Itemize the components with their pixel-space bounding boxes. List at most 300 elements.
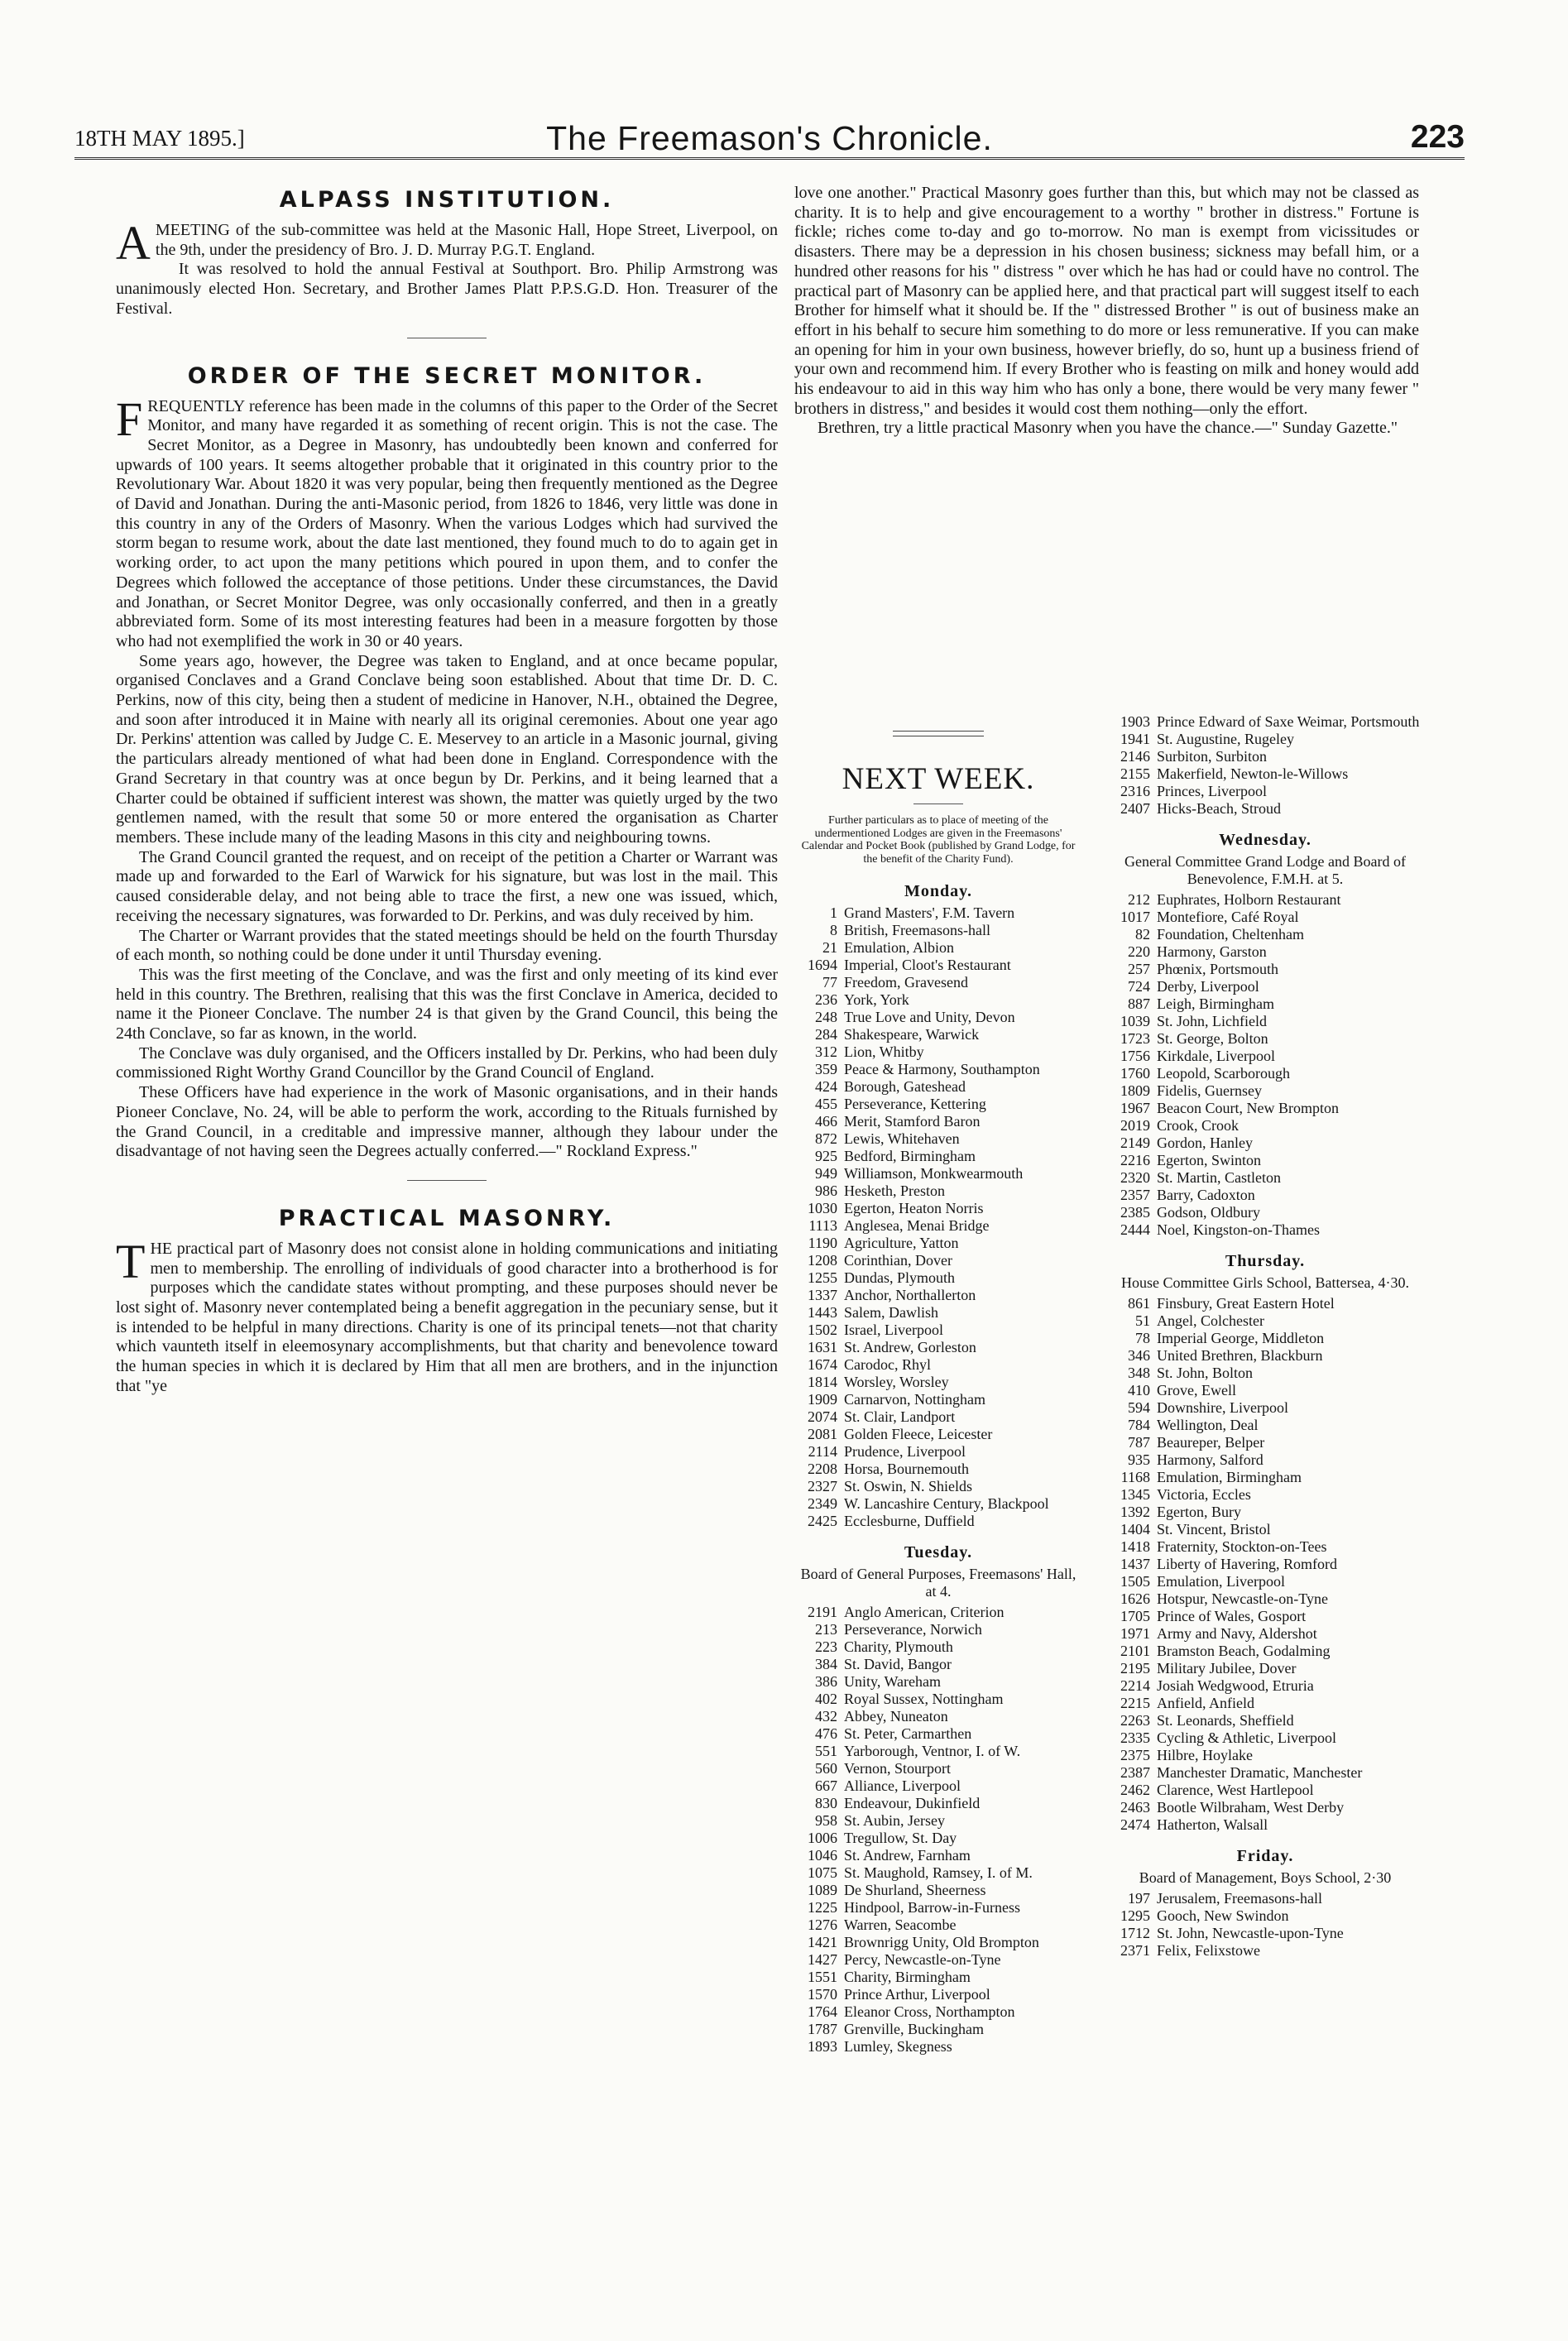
practical-masonry-title: PRACTICAL MASONRY. [278, 1205, 616, 1231]
lodge-entry [794, 1200, 1082, 1217]
lodge-name: Bootle Wilbraham, West Derby [1157, 1799, 1345, 1816]
lodge-name: Surbiton, Surbiton [1157, 748, 1268, 765]
section-divider [407, 1180, 487, 1181]
lodge-name: St. Vincent, Bristol [1157, 1521, 1271, 1537]
lodge-number: 1418 [1120, 1538, 1150, 1555]
lodge-number: 551 [815, 1743, 837, 1759]
lodge-number: 1712 [1120, 1925, 1150, 1941]
tuesday-lodge-list-continued [1107, 713, 1423, 818]
lodge-number: 2114 [808, 1443, 837, 1460]
lodge-number: 949 [815, 1165, 837, 1182]
lodge-entry [1107, 1538, 1423, 1556]
lodge-number: 861 [1128, 1295, 1150, 1312]
lodge-name: Josiah Wedgwood, Etruria [1157, 1677, 1314, 1694]
lodge-name: Felix, Felixstowe [1157, 1942, 1260, 1959]
lodge-entry [794, 1812, 1082, 1830]
lodge-number: 1113 [808, 1217, 837, 1234]
lodge-number: 2195 [1120, 1660, 1150, 1677]
lodge-number: 2216 [1120, 1152, 1150, 1168]
lodge-name: Harmony, Salford [1157, 1451, 1264, 1468]
lodge-number: 667 [815, 1777, 837, 1794]
lodge-name: United Brethren, Blackburn [1157, 1347, 1323, 1364]
lodge-number: 2335 [1120, 1729, 1150, 1746]
lodge-number: 1551 [808, 1969, 837, 1985]
lodge-number: 1208 [808, 1252, 837, 1269]
lodge-entry [1107, 891, 1423, 909]
lodge-number: 1505 [1120, 1573, 1150, 1590]
lodge-number: 1570 [808, 1986, 837, 2003]
lodge-entry [794, 1009, 1082, 1026]
lodge-name: Makerfield, Newton-le-Willows [1157, 765, 1349, 782]
lodge-number: 2385 [1120, 1204, 1150, 1221]
lodge-entry [794, 1130, 1082, 1148]
lodge-name: Emulation, Liverpool [1157, 1573, 1285, 1590]
lodge-name: Leigh, Birmingham [1157, 995, 1274, 1012]
lodge-entry [1107, 1365, 1423, 1382]
lodge-name: Montefiore, Café Royal [1157, 909, 1299, 925]
right-column [794, 184, 1419, 439]
lodge-number: 925 [815, 1148, 837, 1164]
lodge-name: Vernon, Stourport [844, 1760, 951, 1777]
lodge-name: Carodoc, Rhyl [844, 1356, 931, 1373]
lodge-number: 1421 [808, 1934, 837, 1950]
lodge-name: Egerton, Bury [1157, 1504, 1241, 1520]
lodge-entry [794, 904, 1082, 922]
lodge-entry [1107, 1907, 1423, 1925]
lodge-entry [1107, 1204, 1423, 1221]
lodge-number: 1276 [808, 1916, 837, 1933]
lodge-entry [1107, 748, 1423, 765]
lodge-number: 21 [822, 939, 837, 956]
lodge-entry [794, 1235, 1082, 1252]
lodge-number: 594 [1128, 1399, 1150, 1416]
lodge-name: St. George, Bolton [1157, 1030, 1268, 1047]
lodge-name: Peace & Harmony, Southampton [844, 1061, 1040, 1077]
lodge-name: Gooch, New Swindon [1157, 1907, 1289, 1924]
lodge-list-column-1 [794, 708, 1082, 2056]
lodge-entry [1107, 1187, 1423, 1204]
lodge-name: St. Maughold, Ramsey, I. of M. [844, 1864, 1033, 1881]
lodge-name: Hesketh, Preston [844, 1182, 945, 1199]
lodge-number: 1967 [1120, 1100, 1150, 1116]
lodge-number: 1295 [1120, 1907, 1150, 1924]
lodge-name: Corinthian, Dover [844, 1252, 952, 1269]
lodge-entry [794, 1408, 1082, 1426]
lodge-number: 2375 [1120, 1747, 1150, 1763]
lodge-number: 2320 [1120, 1169, 1150, 1186]
lodge-entry [1107, 765, 1423, 783]
lodge-entry [1107, 1660, 1423, 1677]
lodge-entry [1107, 1521, 1423, 1538]
lodge-entry [1107, 1799, 1423, 1816]
lodge-entry [1107, 995, 1423, 1013]
lodge-name: St. Clair, Landport [844, 1408, 956, 1425]
practical-masonry-para-3: Brethren, try a little practical Masonry when you have the chance.—" Sunday Gazette." [818, 419, 1398, 438]
lodge-entry [794, 1743, 1082, 1760]
lodge-name: Worsley, Worsley [844, 1374, 949, 1390]
lodge-number: 1674 [808, 1356, 837, 1373]
lodge-entry [1107, 1764, 1423, 1782]
lodge-number: 1903 [1120, 713, 1150, 730]
secret-monitor-para-3: The Grand Council granted the request, and on receipt of the petition a Charter or Warrant was made up and forwarded to the Earl of Warwick for his signature, but was lost in the mail. This caused considerable delay, and not being able to trace the first, a new one was issued, which, receiving the necessary signatures, was forwarded to Dr. Perkins, and was duly received by him. [116, 847, 778, 925]
alpass-title: ALPASS INSTITUTION. [279, 187, 615, 213]
lodge-number: 1437 [1120, 1556, 1150, 1572]
lodge-entry [794, 1513, 1082, 1530]
lodge-name: Tregullow, St. Day [844, 1830, 957, 1846]
lodge-number: 2407 [1120, 800, 1150, 817]
lodge-number: 1225 [808, 1899, 837, 1916]
lodge-entry [794, 1864, 1082, 1882]
lodge-name: Dundas, Plymouth [844, 1269, 956, 1286]
lodge-name: Hatherton, Walsall [1157, 1816, 1268, 1833]
lodge-entry [1107, 1100, 1423, 1117]
lodge-entry [1107, 1117, 1423, 1135]
lodge-name: Egerton, Heaton Norris [844, 1200, 984, 1216]
day-heading-monday: Monday. [904, 882, 973, 900]
lodge-entry [794, 2038, 1082, 2056]
lodge-entry [794, 1339, 1082, 1356]
alpass-dropcap: A [116, 216, 151, 270]
lodge-name: Army and Navy, Aldershot [1157, 1625, 1317, 1642]
lodge-name: Unity, Wareham [844, 1673, 942, 1690]
lodge-name: Anchor, Northallerton [844, 1287, 976, 1303]
lodge-number: 77 [822, 974, 837, 991]
lodge-number: 2387 [1120, 1764, 1150, 1781]
lodge-number: 1893 [808, 2038, 837, 2055]
lodge-number: 958 [815, 1812, 837, 1829]
lodge-number: 1392 [1120, 1504, 1150, 1520]
lodge-entry [794, 1777, 1082, 1795]
lodge-name: Prudence, Liverpool [844, 1443, 966, 1460]
lodge-entry [794, 1673, 1082, 1691]
lodge-entry [1107, 1152, 1423, 1169]
lodge-name: Angel, Colchester [1157, 1312, 1264, 1329]
lodge-name: Prince Edward of Saxe Weimar, Portsmouth [1157, 713, 1420, 730]
publication-title: The Freemason's Chronicle. [546, 119, 993, 157]
lodge-entry [794, 1374, 1082, 1391]
lodge-number: 1626 [1120, 1590, 1150, 1607]
lodge-number: 1809 [1120, 1082, 1150, 1099]
lodge-entry [1107, 1382, 1423, 1399]
lodge-number: 1255 [808, 1269, 837, 1286]
lodge-entry [1107, 1082, 1423, 1100]
lodge-entry [1107, 1747, 1423, 1764]
lodge-name: Jerusalem, Freemasons-hall [1157, 1890, 1322, 1907]
lodge-name: Prince of Wales, Gosport [1157, 1608, 1307, 1624]
lodge-number: 424 [815, 1078, 837, 1095]
lodge-name: Perseverance, Kettering [844, 1096, 986, 1112]
lodge-name: Hotspur, Newcastle-on-Tyne [1157, 1590, 1328, 1607]
lodge-entry [794, 939, 1082, 957]
lodge-name: Ecclesburne, Duffield [844, 1513, 975, 1529]
lodge-number: 1764 [808, 2003, 837, 2020]
lodge-entry [1107, 1065, 1423, 1082]
wednesday-general-meeting: General Committee Grand Lodge and Board of Benevolence, F.M.H. at 5. [1124, 853, 1406, 887]
lodge-entry [1107, 926, 1423, 943]
lodge-number: 1756 [1120, 1048, 1150, 1064]
lodge-entry [1107, 1295, 1423, 1312]
lodge-number: 2101 [1120, 1643, 1150, 1659]
lodge-number: 2074 [808, 1408, 837, 1425]
lodge-name: Emulation, Birmingham [1157, 1469, 1302, 1485]
lodge-name: Euphrates, Holborn Restaurant [1157, 891, 1341, 908]
lodge-name: St. Augustine, Rugeley [1157, 731, 1294, 747]
lodge-name: St. Andrew, Farnham [844, 1847, 971, 1864]
lodge-name: Downshire, Liverpool [1157, 1399, 1288, 1416]
lodge-name: Lewis, Whitehaven [844, 1130, 960, 1147]
lodge-number: 830 [815, 1795, 837, 1811]
lodge-number: 2081 [808, 1426, 837, 1442]
lodge-number: 1502 [808, 1322, 837, 1338]
lodge-number: 724 [1128, 978, 1150, 995]
left-column [116, 184, 778, 1397]
lodge-number: 2215 [1120, 1695, 1150, 1711]
lodge-entry [794, 1604, 1082, 1621]
lodge-number: 2474 [1120, 1816, 1150, 1833]
lodge-name: True Love and Unity, Devon [844, 1009, 1015, 1025]
lodge-entry [1107, 1469, 1423, 1486]
lodge-name: Lumley, Skegness [844, 2038, 952, 2055]
lodge-number: 284 [815, 1026, 837, 1043]
lodge-entry [794, 1391, 1082, 1408]
lodge-name: Endeavour, Dukinfield [844, 1795, 981, 1811]
lodge-name: St. Andrew, Gorleston [844, 1339, 976, 1355]
lodge-number: 1404 [1120, 1521, 1150, 1537]
lodge-number: 872 [815, 1130, 837, 1147]
lodge-name: Beacon Court, New Brompton [1157, 1100, 1339, 1116]
lodge-name: Imperial, Cloot's Restaurant [844, 957, 1011, 973]
lodge-entry [1107, 1135, 1423, 1152]
lodge-entry [794, 1252, 1082, 1269]
lodge-number: 1909 [808, 1391, 837, 1408]
lodge-number: 2149 [1120, 1135, 1150, 1151]
lodge-entry [1107, 1608, 1423, 1625]
secret-monitor-para-6: The Conclave was duly organised, and the Officers installed by Dr. Perkins, who had been duly commissioned Right Worthy Grand Councillor by the Grand Council of England. [116, 1043, 778, 1082]
lodge-number: 560 [815, 1760, 837, 1777]
page-number: 223 [1410, 119, 1465, 155]
friday-lodge-list [1107, 1890, 1423, 1960]
wednesday-lodge-list [1107, 891, 1423, 1239]
lodge-number: 1787 [808, 2021, 837, 2037]
lodge-entry [794, 1708, 1082, 1725]
lodge-number: 887 [1128, 995, 1150, 1012]
lodge-name: Merit, Stamford Baron [844, 1113, 981, 1130]
lodge-number: 410 [1128, 1382, 1150, 1398]
lodge-entry [794, 1478, 1082, 1495]
secret-monitor-text-1: REQUENTLY reference has been made in the columns of this paper to the Order of the Secret Monitor, and many have regarded it as something of recent origin. This is not the case. The Secret Monitor, as a Degree in Masonry, has undoubtedly been known and conferred for upwards of 100 years. It seems altogether probable that it originated in this country prior to the Revolutionary War. About 1820 it was very popular, being then frequently mentioned as the Degree of David and Jonathan. During the anti-Masonic period, from 1826 to 1846, very little was done in this country in any of the Orders of Masonry. When the various Lodges which had survived the storm began to resume work, about the date last mentioned, they found much to do to again get in working order, to act upon the many petitions which poured in upon them, and to confer the Degrees which followed the acceptance of those petitions. Under these circumstances, the David and Jonathan, or Secret Monitor Degree, was only occasionally conferred, and then in a greatly abbreviated form. Some of its most interesting features had been in a measure forgotten by those who had not exemplified the work in 30 or 40 years. [116, 396, 778, 650]
lodge-entry [794, 1217, 1082, 1235]
lodge-number: 82 [1135, 926, 1150, 943]
lodge-entry [794, 1760, 1082, 1777]
lodge-entry [794, 1656, 1082, 1673]
page-header [74, 118, 1465, 160]
lodge-name: Hilbre, Hoylake [1157, 1747, 1253, 1763]
lodge-entry [794, 2003, 1082, 2021]
practical-masonry-para-1 [116, 1234, 778, 1397]
lodge-entry [1107, 1221, 1423, 1239]
lodge-entry [1107, 1782, 1423, 1799]
lodge-entry [794, 922, 1082, 939]
lodge-number: 386 [815, 1673, 837, 1690]
lodge-number: 1760 [1120, 1065, 1150, 1082]
lodge-number: 2019 [1120, 1117, 1150, 1134]
lodge-number: 1941 [1120, 731, 1150, 747]
lodge-name: Grenville, Buckingham [844, 2021, 984, 2037]
lodge-entry [794, 1951, 1082, 1969]
secret-monitor-para-2: Some years ago, however, the Degree was taken to England, and at once became popular, organised Conclaves and a Grand Conclave being soon established. About that time Dr. D. C. Perkins, now of this city, being then a student of medicine in Hanover, N.H., obtained the Degree, and soon after introduced it in Maine with nearly all its original ceremonies. About one year ago Dr. Perkins' attention was called by Judge C. E. Meservey to an article in a Masonic journal, giving the particulars already mentioned of what had been done in England. Correspondence with the Grand Secretary in that country was at once begun by Dr. Perkins, and it being learned that a Charter could be obtained if sufficient interest was shown, the matter was quietly urged by the two gentlemen named, with the result that some 50 or more entered the organisation as Charter members. These include many of the leading Masons in this city and neighbouring towns. [116, 651, 778, 847]
secret-monitor-para-4: The Charter or Warrant provides that the stated meetings should be held on the fourth Thursday of each month, so nothing could be done under it until Thursday evening. [116, 926, 778, 965]
lodge-entry [1107, 1925, 1423, 1942]
lodge-entry [794, 1096, 1082, 1113]
lodge-name: Bedford, Birmingham [844, 1148, 976, 1164]
lodge-number: 2146 [1120, 748, 1150, 765]
lodge-number: 1168 [1120, 1469, 1150, 1485]
lodge-number: 1030 [808, 1200, 837, 1216]
lodge-entry [794, 1061, 1082, 1078]
lodge-name: St. Martin, Castleton [1157, 1169, 1281, 1186]
lodge-name: Cycling & Athletic, Liverpool [1157, 1729, 1336, 1746]
lodge-name: Carnarvon, Nottingham [844, 1391, 985, 1408]
lodge-number: 1046 [808, 1847, 837, 1864]
thursday-lodge-list [1107, 1295, 1423, 1834]
lodge-name: Brownrigg Unity, Old Brompton [844, 1934, 1039, 1950]
lodge-entry [1107, 1695, 1423, 1712]
monday-lodge-list [794, 904, 1082, 1530]
issue-date: 18TH MAY 1895.] [74, 126, 245, 151]
lodge-entry [1107, 1434, 1423, 1451]
lodge-name: Anglo American, Criterion [844, 1604, 1005, 1620]
lodge-number: 257 [1128, 961, 1150, 977]
lodge-number: 197 [1128, 1890, 1150, 1907]
alpass-para-1 [116, 216, 778, 270]
lodge-name: Royal Sussex, Nottingham [844, 1691, 1004, 1707]
lodge-entry [794, 1269, 1082, 1287]
lodge-number: 1705 [1120, 1608, 1150, 1624]
lodge-name: Leopold, Scarborough [1157, 1065, 1290, 1082]
lodge-entry [1107, 978, 1423, 995]
alpass-para-2: It was resolved to hold the annual Festival at Southport. Bro. Philip Armstrong was unanimously elected Hon. Secretary, and Brother James Platt P.P.S.G.D. Hon. Treasurer of the Festival. [116, 260, 778, 318]
lodge-entry [794, 974, 1082, 991]
lodge-entry [794, 957, 1082, 974]
lodge-entry [1107, 1729, 1423, 1747]
lodge-entry [794, 1847, 1082, 1864]
lodge-number: 466 [815, 1113, 837, 1130]
lodge-name: Godson, Oldbury [1157, 1204, 1260, 1221]
lodge-entry [794, 1461, 1082, 1478]
practical-masonry-text-1: HE practical part of Masonry does not consist alone in holding communications and initiating men to membership. The enrolling of individuals of good character into a brotherhood is for purposes which the candidate states without prompting, and these purposes should never be lost sight of. Masonry never contemplated being a benefit aggregation in the pecuniary sense, but it is intended to be helpful in many directions. Charity is one of its principal tenets—not that charity which vaunteth itself in eleemosynary accomplishments, but that charity and benevolence toward the human species in which it is declared by Him that all men are brothers, and in the injunction that "ye [116, 1239, 778, 1395]
secret-monitor-para-7: These Officers have had experience in the work of Masonic organisations, and in their hands Pioneer Conclave, No. 24, will be able to perform the work, according to the Rituals furnished by the Grand Council, in a creditable and impressive manner, although they labour under the disadvantage of not having seen the Degrees actually conferred.—" Rockland Express." [116, 1083, 778, 1161]
lodge-entry [1107, 1625, 1423, 1643]
lodge-number: 986 [815, 1182, 837, 1199]
lodge-number: 212 [1128, 891, 1150, 908]
practical-masonry-dropcap: T [116, 1234, 146, 1288]
lodge-name: Foundation, Cheltenham [1157, 926, 1304, 943]
lodge-entry [1107, 1556, 1423, 1573]
lodge-name: Fraternity, Stockton-on-Tees [1157, 1538, 1327, 1555]
lodge-name: Finsbury, Great Eastern Hotel [1157, 1295, 1335, 1312]
lodge-list-column-2 [1107, 713, 1423, 1960]
lodge-entry [1107, 909, 1423, 926]
lodge-name: De Shurland, Sheerness [844, 1882, 986, 1898]
lodge-number: 2444 [1120, 1221, 1150, 1238]
lodge-number: 8 [830, 922, 837, 938]
lodge-name: Eleanor Cross, Northampton [844, 2003, 1015, 2020]
lodge-entry [1107, 943, 1423, 961]
lodge-name: Crook, Crook [1157, 1117, 1239, 1134]
lodge-name: Hicks-Beach, Stroud [1157, 800, 1281, 817]
day-heading-thursday: Thursday. [1225, 1252, 1306, 1270]
lodge-name: Grand Masters', F.M. Tavern [844, 904, 1015, 921]
lodge-entry [1107, 731, 1423, 748]
lodge-name: Charity, Plymouth [844, 1638, 953, 1655]
day-heading-tuesday: Tuesday. [904, 1543, 973, 1561]
lodge-number: 312 [815, 1043, 837, 1060]
lodge-number: 348 [1128, 1365, 1150, 1381]
lodge-entry [794, 1356, 1082, 1374]
practical-masonry-para-2: love one another." Practical Masonry goes further than this, but which may not be classed as charity. It is to help and give encouragement to a worthy " brother in distress." Fortune is fickle; riches come to-day and go to-morrow. No man is exempt from vicissitudes or disasters. There may be a depression in his chosen business; sickness may befall him, or a hundred other reasons for his " distress " over which he has had or could have no control. The practical part of Masonry can be applied here, and that practical part will suggest itself to each Brother for himself what it should be. If the " distressed Brother " is out of business make an effort in his behalf to secure him something to do more or less remunerative. If you can make an opening for him in your own business, however briefly, do so, hunt up a business friend of your own and recommend him. If every Brother who is feasting on milk and honey would add his endeavour to aid in this way him who has only a bone, there would be very many fewer " brothers in distress," and besides it would cost them nothing—only the effort. [794, 184, 1419, 418]
lodge-number: 2327 [808, 1478, 837, 1494]
lodge-entry [794, 1934, 1082, 1951]
lodge-name: Egerton, Swinton [1157, 1152, 1261, 1168]
lodge-entry [1107, 1347, 1423, 1365]
lodge-name: Imperial George, Middleton [1157, 1330, 1325, 1346]
lodge-name: Salem, Dawlish [844, 1304, 938, 1321]
lodge-name: St. David, Bangor [844, 1656, 952, 1672]
lodge-number: 935 [1128, 1451, 1150, 1468]
lodge-entry [794, 1443, 1082, 1461]
lodge-name: Abbey, Nuneaton [844, 1708, 948, 1725]
lodge-name: Victoria, Eccles [1157, 1486, 1251, 1503]
lodge-number: 2371 [1120, 1942, 1150, 1959]
lodge-name: York, York [844, 991, 909, 1008]
lodge-name: Yarborough, Ventnor, I. of W. [844, 1743, 1021, 1759]
lodge-name: Horsa, Bournemouth [844, 1461, 969, 1477]
lodge-number: 432 [815, 1708, 837, 1725]
lodge-entry [1107, 1451, 1423, 1469]
lodge-number: 2263 [1120, 1712, 1150, 1729]
lodge-number: 1443 [808, 1304, 837, 1321]
lodge-name: Clarence, West Hartlepool [1157, 1782, 1314, 1798]
lodge-name: Anfield, Anfield [1157, 1695, 1254, 1711]
lodge-name: Alliance, Liverpool [844, 1777, 961, 1794]
lodge-number: 455 [815, 1096, 837, 1112]
next-week-note: Further particulars as to place of meeting of the undermentioned Lodges are given in the Freemasons' Calendar and Pocket Book (published by Grand Lodge, for the benefit of the Charity Fund). [801, 814, 1076, 866]
lodge-number: 2357 [1120, 1187, 1150, 1203]
lodge-number: 236 [815, 991, 837, 1008]
lodge-number: 1089 [808, 1882, 837, 1898]
lodge-entry [1107, 713, 1423, 731]
secret-monitor-dropcap: F [116, 391, 143, 446]
lodge-name: British, Freemasons-hall [844, 922, 990, 938]
lodge-name: Barry, Cadoxton [1157, 1187, 1255, 1203]
lodge-number: 1075 [808, 1864, 837, 1881]
lodge-number: 248 [815, 1009, 837, 1025]
lodge-name: Princes, Liverpool [1157, 783, 1267, 799]
lodge-entry [794, 1043, 1082, 1061]
lodge-number: 2214 [1120, 1677, 1150, 1694]
lodge-number: 476 [815, 1725, 837, 1742]
lodge-entry [794, 1148, 1082, 1165]
lodge-name: St. Peter, Carmarthen [844, 1725, 972, 1742]
lodge-entry [794, 1899, 1082, 1916]
lodge-entry [794, 1916, 1082, 1934]
lodge-number: 2155 [1120, 765, 1150, 782]
lodge-entry [794, 1113, 1082, 1130]
lodge-number: 1006 [808, 1830, 837, 1846]
lodge-name: Borough, Gateshead [844, 1078, 966, 1095]
lodge-name: Harmony, Garston [1157, 943, 1267, 960]
lodge-number: 1345 [1120, 1486, 1150, 1503]
